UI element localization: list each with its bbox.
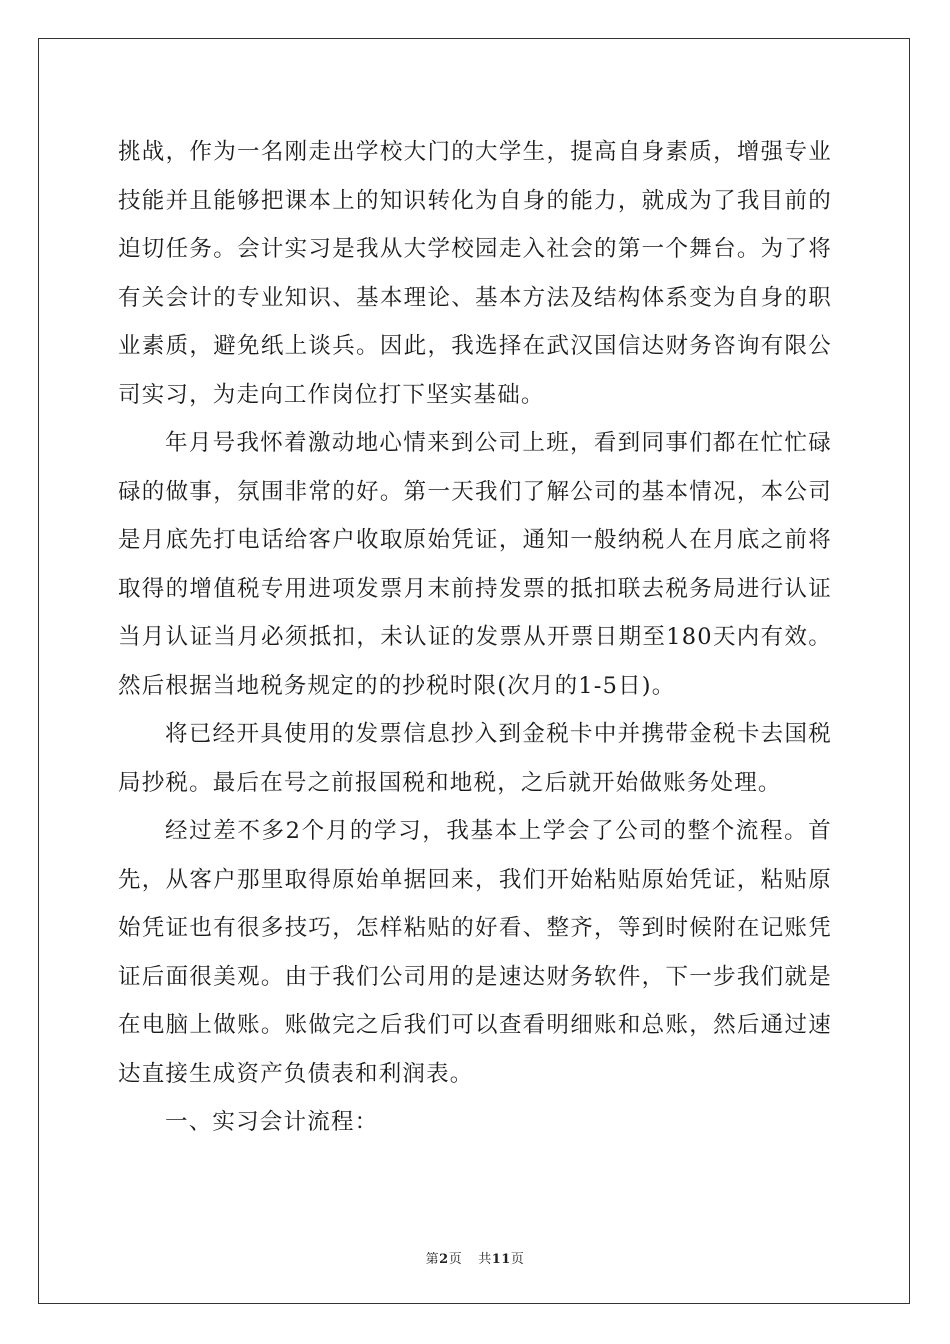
total-pages: 11 — [491, 1252, 511, 1267]
paragraph: 将已经开具使用的发票信息抄入到金税卡中并携带金税卡去国税局抄税。最后在号之前报国税和地税，之后就开始做账务处理。 — [118, 721, 832, 796]
total-suffix: 页 — [510, 1252, 525, 1267]
paragraph: 挑战，作为一名刚走出学校大门的大学生，提高自身素质，增强专业技能并且能够把课本上的知识转化为自身的能力，就成为了我目前的迫切任务。会计实习是我从大学校园走入社会的第一个舞台。为了将有关会计的专业知识、基本理论、基本方法及结构体系变为自身的职业素质，避免纸上谈兵。因此，我选择在武汉国信达财务咨询有限公司实习，为走向工作岗位打下坚实基础。 — [118, 139, 832, 408]
document-body — [118, 128, 832, 1147]
page-footer — [0, 1248, 950, 1267]
page-suffix: 页 — [448, 1252, 463, 1267]
total-prefix: 共 — [478, 1252, 492, 1267]
page-prefix: 第 — [425, 1252, 440, 1267]
section-heading: 一、实习会计流程： — [165, 1109, 379, 1135]
paragraph: 经过差不多2个月的学习，我基本上学会了公司的整个流程。首先，从客户那里取得原始单据回来，我们开始粘贴原始凭证，粘贴原始凭证也有很多技巧，怎样粘贴的好看、整齐，等到时候附在记账凭证后面很美观。由于我们公司用的是速达财务软件，下一步我们就是在电脑上做账。账做完之后我们可以查看明细账和总账，然后通过速达直接生成资产负债表和利润表。 — [118, 818, 832, 1087]
paragraph: 年月号我怀着激动地心情来到公司上班，看到同事们都在忙忙碌碌的做事，氛围非常的好。第一天我们了解公司的基本情况，本公司是月底先打电话给客户收取原始凭证，通知一般纳税人在月底之前将取得的增值税专用进项发票月末前持发票的抵扣联去税务局进行认证当月认证当月必须抵扣，未认证的发票从开票日期至180天内有效。然后根据当地税务规定的的抄税时限(次月的1-5日)。 — [118, 430, 832, 699]
page-number: 2 — [439, 1252, 449, 1267]
